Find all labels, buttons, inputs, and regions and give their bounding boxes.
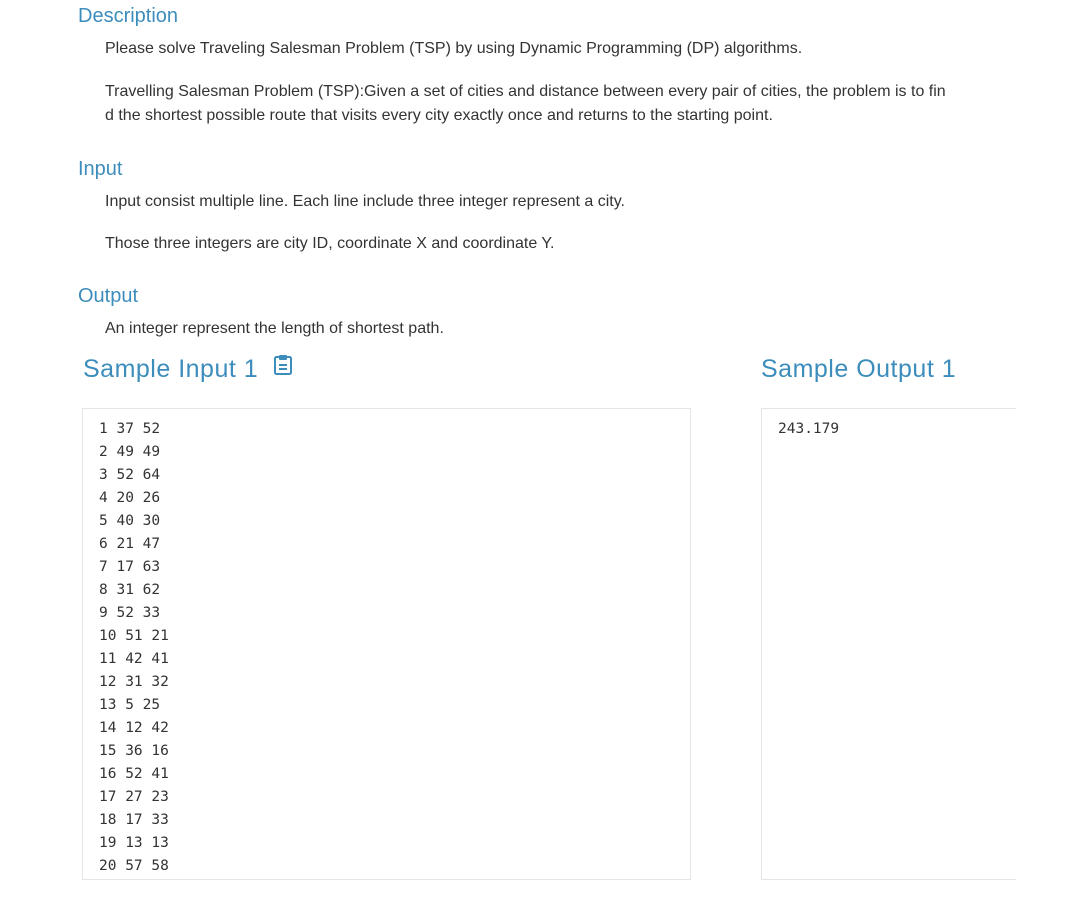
input-paragraph-1: Input consist multiple line. Each line include three integer represent a city.	[105, 193, 625, 210]
sample-input-line: 19 13 13	[99, 835, 169, 851]
sample-input-title: Sample Input 1	[83, 355, 259, 383]
sample-input-line: 6 21 47	[99, 536, 161, 552]
description-paragraph-1: Please solve Traveling Salesman Problem (TSP) by using Dynamic Programming (DP) algorithms.	[105, 40, 803, 57]
sample-input-line: 14 12 42	[99, 720, 169, 736]
sample-input-line: 8 31 62	[99, 582, 161, 598]
sample-output-heading: Sample Output 1	[761, 355, 957, 383]
sample-output-value: 243.179	[778, 421, 840, 437]
sample-input-line: 20 57 58	[99, 858, 169, 874]
sample-input-line: 13 5 25	[99, 697, 161, 713]
output-paragraph-1: An integer represent the length of shortest path.	[105, 320, 444, 337]
sample-input-line: 11 42 41	[99, 651, 169, 667]
sample-input-line: 2 49 49	[99, 444, 161, 460]
sample-input-line: 5 40 30	[99, 513, 161, 529]
sample-input-line: 10 51 21	[99, 628, 169, 644]
input-heading: Input	[78, 158, 123, 180]
input-paragraph-2: Those three integers are city ID, coordinate X and coordinate Y.	[105, 235, 555, 252]
sample-input-line: 17 27 23	[99, 789, 169, 805]
sample-input-line: 4 20 26	[99, 490, 161, 506]
description-heading: Description	[78, 5, 179, 27]
sample-input-line: 15 36 16	[99, 743, 169, 759]
sample-input-line: 16 52 41	[99, 766, 169, 782]
sample-input-line: 1 37 52	[99, 421, 161, 437]
description-paragraph-2-line-1: Travelling Salesman Problem (TSP):Given a set of cities and distance between every pair of cities, the problem is to fin	[105, 83, 946, 100]
sample-input-line: 7 17 63	[99, 559, 161, 575]
sample-input-line: 12 31 32	[99, 674, 169, 690]
sample-input-line: 9 52 33	[99, 605, 161, 621]
description-paragraph-2-line-2: d the shortest possible route that visits every city exactly once and returns to the starting point.	[105, 107, 773, 124]
sample-input-lines	[83, 409, 690, 878]
sample-input-line: 3 52 64	[99, 467, 161, 483]
sample-input-heading	[83, 354, 294, 384]
sample-output-box[interactable]	[761, 408, 1016, 880]
output-heading: Output	[78, 285, 139, 307]
sample-input-box[interactable]	[82, 408, 691, 880]
sample-input-line: 18 17 33	[99, 812, 169, 828]
clipboard-icon[interactable]	[272, 353, 294, 383]
